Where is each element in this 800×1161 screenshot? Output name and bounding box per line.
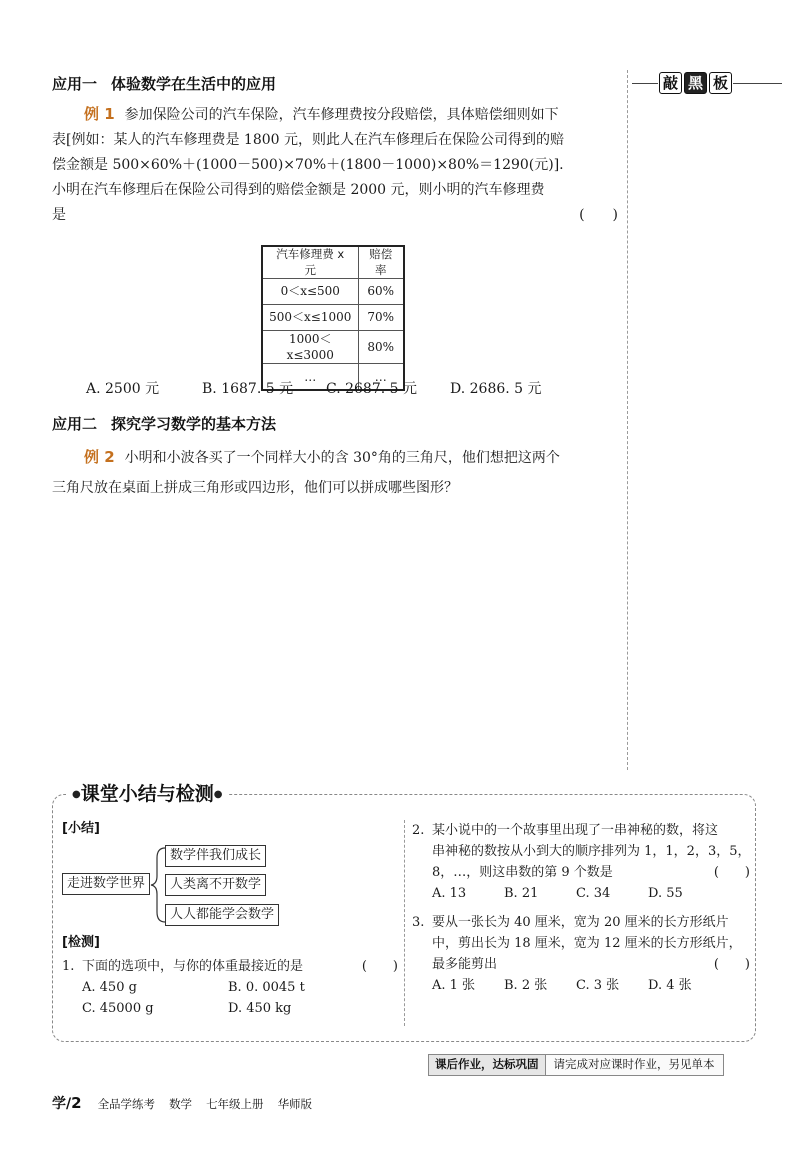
question-line: 串神秘的数按从小到大的顺序排列为 1，1，2，3，5， [432,844,751,859]
answer-bracket: ( ) [579,207,618,223]
option-a: A. 1 张 [432,978,476,993]
badge-char-1: 敲 [659,72,682,94]
text-line: 最多能剪出 [432,957,498,972]
option-a: A. 450 g [82,980,137,995]
text-line: 参加保险公司的汽车保险，汽车修理费按分段赔偿，具体赔偿细则如下 [124,107,559,123]
example-1-line: 表[例如：某人的汽车修理费是 1800 元，则此人在汽车修理后在保险公司得到的赔 [52,132,564,148]
dot-icon: ● [72,788,81,800]
question-line [412,954,752,975]
page-num: 2 [71,1094,82,1112]
option-b: B. 0. 0045 t [228,980,305,995]
section-title: 探究学习数学的基本方法 [111,415,277,433]
example-2-line [52,442,624,473]
answer-bracket: ( ) [713,865,750,880]
homework-note: 请完成对应课时作业，另见单本 [546,1054,724,1076]
option-c: C. 45000 g [82,1001,154,1016]
section-heading-app1 [52,74,276,94]
table-header: 赔偿率 [358,246,404,279]
example-1-line [52,203,624,228]
table-cell: 70% [358,305,404,331]
option-c: C. 3 张 [576,978,620,993]
option-d: D. 450 kg [228,1001,292,1016]
text-line: 小明和小波各买了一个同样大小的含 30°角的三角尺，他们想把这两个 [124,450,560,466]
concept-tree-child: 人人都能学会数学 [165,904,279,926]
answer-bracket: ( ) [361,959,398,974]
table-cell: 1000＜x≤3000 [262,331,358,364]
question-1 [62,956,398,1019]
question-stem [62,956,398,977]
option-d: D. 2686. 5 元 [450,381,542,397]
question-options-row [412,975,752,996]
summary-divider [404,820,405,1026]
text-line: 要从一张长为 40 厘米，宽为 20 厘米的长方形纸片 [432,915,729,930]
table-header-row [262,246,404,279]
example-label: 例 1 [84,105,115,123]
question-line [412,912,752,933]
example-1-line [52,102,624,128]
badge-rule-right [733,83,782,84]
page-footer [52,1093,326,1114]
example-1-text [52,102,624,228]
question-2 [412,820,752,904]
example-2-text [52,442,624,503]
example-1-line: 偿金额是 500×60%＋(1000－500)×70%＋(1800－1000)×80%＝1290(元)]. [52,157,564,173]
option-b: B. 2 张 [504,978,548,993]
option-b: B. 21 [504,886,539,901]
badge-char-3: 板 [709,72,732,94]
footer-item: 数学 [169,1097,193,1111]
question-line: 中，剪出长为 18 厘米，宽为 12 厘米的长方形纸片， [432,936,742,951]
text-line: 下面的选项中，与你的体重最接近的是 [82,959,304,974]
footer-item: 全品学练考 [97,1097,156,1111]
text-line: 是 [52,207,66,223]
example-label: 例 2 [84,448,115,466]
text-line: 某小说中的一个故事里出现了一串神秘的数，将这 [432,823,719,838]
question-number: 1. [62,959,75,974]
question-line [412,820,752,841]
margin-badge [632,72,782,94]
concept-tree-child: 数学伴我们成长 [165,845,266,867]
concept-tree-child: 人类离不开数学 [165,874,266,896]
page-prefix: 学/ [52,1096,72,1112]
table-cell: … [262,364,358,390]
table-row [262,279,404,305]
question-options-row [62,998,398,1019]
table-cell: 60% [358,279,404,305]
question-number: 2. [412,823,425,838]
option-c: C. 34 [576,886,611,901]
question-3 [412,912,752,996]
option-d: D. 55 [648,886,683,901]
table-row [262,331,404,364]
question-number: 3. [412,915,425,930]
dot-icon: ● [213,788,223,800]
footer-item: 七年级上册 [206,1097,264,1111]
margin-divider [627,70,628,770]
summary-title [66,782,228,808]
option-a: A. 2500 元 [86,381,160,397]
table-row [262,305,404,331]
section-title: 体验数学在生活中的应用 [111,75,277,93]
question-options-row [62,977,398,998]
answer-bracket: ( ) [713,957,750,972]
text-line: 8，…，则这串数的第 9 个数是 [432,865,613,880]
compensation-table [261,245,405,391]
table-cell: 0＜x≤500 [262,279,358,305]
example-1-line: 小明在汽车修理后在保险公司得到的赔偿金额是 2000 元，则小明的汽车修理费 [52,182,545,198]
section-label: 应用二 [52,415,98,433]
option-a: A. 13 [432,886,467,901]
xiaojie-label: [小结] [62,821,100,836]
jiance-label: [检测] [62,935,100,950]
badge-char-2: 黑 [684,72,707,94]
concept-tree-root: 走进数学世界 [62,873,150,895]
question-options-row [412,883,752,904]
example-2-line: 三角尺放在桌面上拼成三角形或四边形，他们可以拼成哪些图形？ [52,480,458,496]
table-cell: 500＜x≤1000 [262,305,358,331]
brace-icon [150,846,166,924]
table-cell: 80% [358,331,404,364]
option-c: C. 2687. 5 元 [326,381,417,397]
table-header: 汽车修理费 x 元 [262,246,358,279]
page-number [52,1093,82,1114]
option-b: B. 1687. 5 元 [202,381,294,397]
homework-banner [428,1054,724,1076]
table-cell: … [358,364,404,390]
section-heading-app2 [52,414,276,434]
badge-rule-left [632,83,658,84]
summary-title-text: 课堂小结与检测 [80,783,214,805]
question-line [412,862,752,883]
footer-item: 华师版 [277,1097,313,1111]
option-d: D. 4 张 [648,978,692,993]
section-label: 应用一 [52,75,98,93]
homework-label: 课后作业，达标巩固 [428,1054,546,1076]
example-1-options [86,380,542,399]
